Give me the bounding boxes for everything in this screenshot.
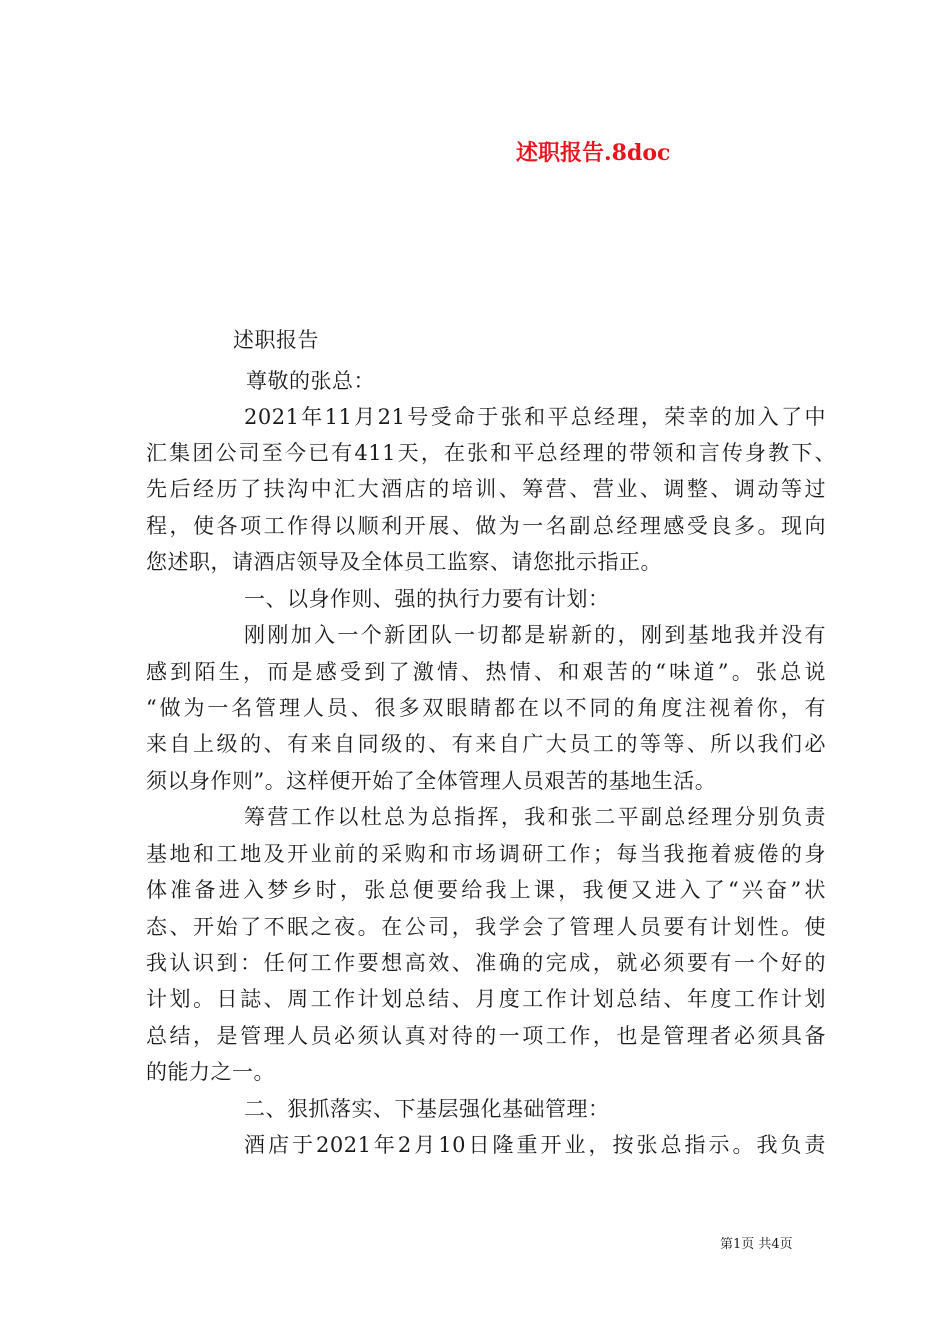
- paragraph-line: 来自上级的、有来自同级的、有来自广大员工的等等、所以我们必: [146, 732, 826, 756]
- report-heading: 述职报告: [233, 328, 319, 352]
- section-heading: 一、以身作则、强的执行力要有计划：: [244, 587, 610, 611]
- page-footer: 第1页 共4页: [720, 1237, 793, 1252]
- paragraph-line: 程，使各项工作得以顺利开展、做为一名副总经理感受良多。现向: [146, 514, 826, 538]
- paragraph-line: 刚刚加入一个新团队一切都是崭新的，刚到基地我并没有: [244, 623, 826, 647]
- paragraph-line: 感到陌生，而是感受到了激情、热情、和艰苦的“味道”。张总说: [146, 660, 826, 684]
- paragraph-line: 先后经历了扶沟中汇大酒店的培训、筹营、营业、调整、调动等过: [146, 477, 826, 501]
- document-file-title: 述职报告.8doc: [516, 140, 671, 166]
- paragraph-line: 汇集团公司至今已有411天，在张和平总经理的带领和言传身教下、: [146, 441, 836, 465]
- paragraph-line: 基地和工地及开业前的采购和市场调研工作；每当我拖着疲倦的身: [146, 842, 826, 866]
- paragraph-line: “做为一名管理人员、很多双眼睛都在以不同的角度注视着你，有: [146, 696, 826, 720]
- paragraph-line: 我认识到：任何工作要想高效、准确的完成，就必须要有一个好的: [146, 951, 826, 975]
- paragraph-line: 您述职，请酒店领导及全体员工监察、请您批示指正。: [146, 550, 662, 574]
- paragraph-line: 酒店于2021年2月10日隆重开业，按张总指示。我负责: [244, 1133, 826, 1157]
- paragraph-line: 筹营工作以杜总为总指挥，我和张二平副总经理分别负责: [244, 805, 826, 829]
- paragraph-line: 态、开始了不眠之夜。在公司，我学会了管理人员要有计划性。使: [146, 915, 826, 939]
- paragraph-line: 2021年11月21号受命于张和平总经理，荣幸的加入了中: [244, 405, 826, 429]
- paragraph-line: 的能力之一。: [146, 1060, 275, 1084]
- paragraph-line: 计划。日誌、周工作计划总结、月度工作计划总结、年度工作计划: [146, 987, 826, 1011]
- paragraph-line: 须以身作则”。这样便开始了全体管理人员艰苦的基地生活。: [146, 769, 717, 793]
- section-heading: 二、狠抓落实、下基层强化基础管理：: [244, 1097, 610, 1121]
- paragraph-line: 总结，是管理人员必须认真对待的一项工作，也是管理者必须具备: [146, 1024, 826, 1048]
- salutation: 尊敬的张总：: [246, 369, 375, 393]
- paragraph-line: 体准备进入梦乡时，张总便要给我上课，我便又进入了“兴奋”状: [146, 878, 826, 902]
